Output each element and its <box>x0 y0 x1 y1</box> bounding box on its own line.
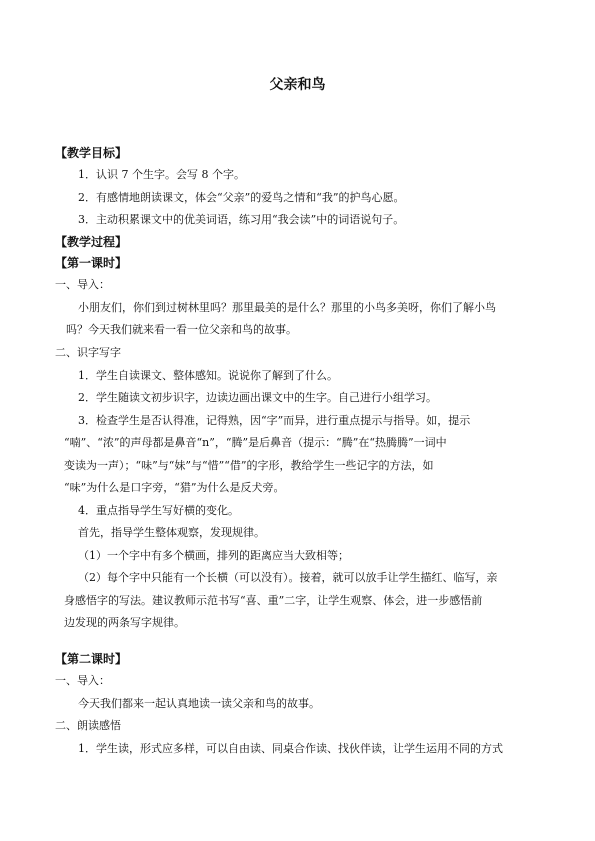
part-title: 一、导入： <box>55 674 110 687</box>
goal-item: 3．主动积累课文中的优美词语，练习用“我会读”中的词语说句子。 <box>78 213 405 226</box>
paragraph-line: （1）一个字中有多个横画，排列的距离应当大致相等； <box>78 549 349 562</box>
paragraph-line: 1．学生自读课文、整体感知。说说你了解到了什么。 <box>78 369 338 382</box>
paragraph-line: “喃”、“浓”的声母都是鼻音“n”，“腾”是后鼻音（提示：“腾”在“热腾腾”一词中 <box>64 436 447 449</box>
goal-item: 2．有感情地朗读课文，体会“父亲”的爱鸟之情和“我”的护鸟心愿。 <box>78 191 405 204</box>
paragraph-line: “味”为什么是口字旁，“猎”为什么是反犬旁。 <box>64 481 285 494</box>
heading-teaching-goals: 【教学目标】 <box>55 146 128 160</box>
paragraph-line: 1．学生读，形式应多样，可以自由读、同桌合作读、找伙伴读，让学生运用不同的方式 <box>78 742 503 755</box>
paragraph-line: 变读为一声）；“味”与“妹”与“惜”“借”的字形，教给学生一些记字的方法，如 <box>64 459 434 472</box>
paragraph-line: （2）每个字中只能有一个长横（可以没有）。接着，就可以放手让学生描红、临写，亲 <box>78 571 498 584</box>
paragraph-line: 2．学生随读文初步识字，边读边画出课文中的生字。自己进行小组学习。 <box>78 391 437 404</box>
paragraph-line: 4．重点指导学生写好横的变化。 <box>78 504 239 517</box>
part-title: 二、识字写字 <box>55 346 121 359</box>
paragraph-line: 小朋友们，你们到过树林里吗？那里最美的是什么？那里的小鸟多美呀，你们了解小鸟 <box>78 301 496 314</box>
document-title: 父亲和鸟 <box>269 77 326 93</box>
paragraph-line: 今天我们都来一起认真地读一读父亲和鸟的故事。 <box>78 697 320 710</box>
goal-item: 1．认识 7 个生字。会写 8 个字。 <box>78 168 245 181</box>
paragraph-line: 吗？今天我们就来看一看一位父亲和鸟的故事。 <box>66 323 297 336</box>
paragraph-line: 首先，指导学生整体观察，发现规律。 <box>78 526 265 539</box>
heading-lesson-two: 【第二课时】 <box>55 652 128 666</box>
paragraph-line: 身感悟字的写法。建议教师示范书写“喜、重”二字，让学生观察、体会，进一步感悟前 <box>64 594 483 607</box>
paragraph-line: 3．检查学生是否认得准，记得熟，因“字”而异，进行重点提示与指导。如，提示 <box>78 414 471 427</box>
heading-teaching-process: 【教学过程】 <box>55 235 128 249</box>
part-title: 一、导入： <box>55 278 110 291</box>
paragraph-line: 边发现的两条写字规律。 <box>64 616 185 629</box>
part-title: 二、朗读感悟 <box>55 719 121 732</box>
heading-lesson-one: 【第一课时】 <box>55 256 128 270</box>
